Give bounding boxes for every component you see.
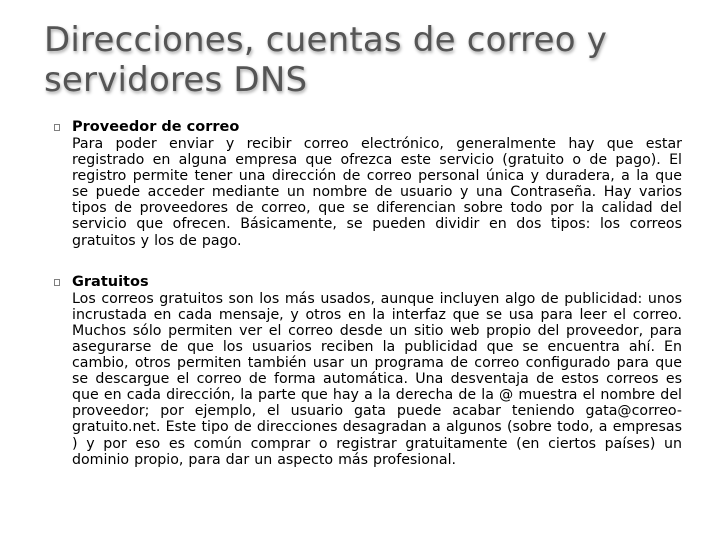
bullet-body-text: Para poder enviar y recibir correo electrónico, generalmente hay que estar registrado en alguna empresa que ofrezca este servicio (gratuito o de pago). El registro permite tener una dirección de correo personal única y duradera, a la que se puede acceder mediante un nombre de usuario y una Contraseña. Hay varios tipos de proveedores de correo, que se diferencian sobre todo por la calidad del servicio que ofrecen. Básicamente, se pueden dividir en dos tipos: los correos gratuitos y los de pago. [72,136,682,249]
slide-title: Direcciones, cuentas de correo y servidores DNS [44,20,608,100]
bullet-item-proveedor [52,118,682,249]
slide-content [52,118,682,468]
square-bullet-icon [54,124,60,131]
bullet-heading: Proveedor de correo [72,119,240,135]
bullet-body-text: Los correos gratuitos son los más usados, aunque incluyen algo de publicidad: unos incrustada en cada mensaje, y otros en la interfaz que se usa para leer el correo. Muchos sólo permiten ver el correo desde un sitio web propio del proveedor, para asegurarse de que los usuarios reciben la publicidad que se encuentra ahí. En cambio, otros permiten también usar un programa de correo configurado para que se descargue el correo de forma automática. Una desventaja de estos correos es que en cada dirección, la parte que hay a la derecha de la @ muestra el nombre del proveedor; por ejemplo, el usuario gata puede acabar teniendo gata@correo-gratuito.net. Este tipo de direcciones desagradan a algunos (sobre todo, a empresas ) y por eso es común comprar o registrar gratuitamente (en ciertos países) un dominio propio, para dar un aspecto más profesional. [72,290,682,468]
bullet-heading: Gratuitos [72,273,149,290]
square-bullet-icon [54,279,60,286]
bullet-item-gratuitos [52,273,682,468]
